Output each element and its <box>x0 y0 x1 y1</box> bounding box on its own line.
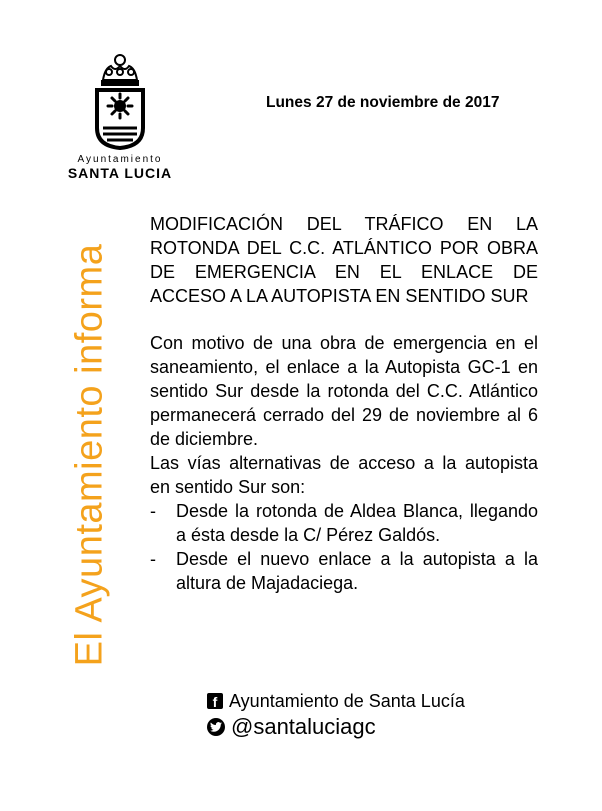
notice-content <box>150 212 538 595</box>
social-links <box>207 688 465 740</box>
side-banner-text: El Ayuntamiento informa <box>68 243 111 667</box>
coat-of-arms-icon <box>89 50 151 150</box>
twitter-icon <box>207 718 225 736</box>
municipal-logo <box>60 50 180 190</box>
logo-subtitle: Ayuntamiento <box>77 154 163 165</box>
list-item: - Desde el nuevo enlace a la autopista a la altura de Majadaciega. <box>150 547 538 595</box>
twitter-handle: @santaluciagc <box>231 714 376 739</box>
notice-paragraph-2: Las vías alternativas de acceso a la autopista en sentido Sur son: <box>150 453 538 497</box>
side-banner <box>60 210 120 700</box>
notice-paragraph-1: Con motivo de una obra de emergencia en el saneamiento, el enlace a la Autopista GC-1 en sentido Sur desde la rotonda del C.C. Atlántico permanecerá cerrado del 29 de noviembre al 6 de diciembre. <box>150 333 538 449</box>
notice-headline: MODIFICACIÓN DEL TRÁFICO EN LA ROTONDA DEL C.C. ATLÁNTICO POR OBRA DE EMERGENCIA EN EL ENLACE DE ACCESO A LA AUTOPISTA EN SENTIDO SUR <box>150 214 538 306</box>
twitter-link[interactable] <box>207 714 465 740</box>
facebook-icon: f <box>207 693 223 709</box>
alternatives-list <box>150 499 538 595</box>
facebook-label: Ayuntamiento de Santa Lucía <box>229 690 465 711</box>
publication-date: Lunes 27 de noviembre de 2017 <box>266 94 500 111</box>
facebook-link[interactable] <box>207 688 465 714</box>
logo-name: SANTA LUCIA <box>67 165 173 181</box>
list-item: - Desde la rotonda de Aldea Blanca, llegando a ésta desde la C/ Pérez Galdós. <box>150 499 538 547</box>
